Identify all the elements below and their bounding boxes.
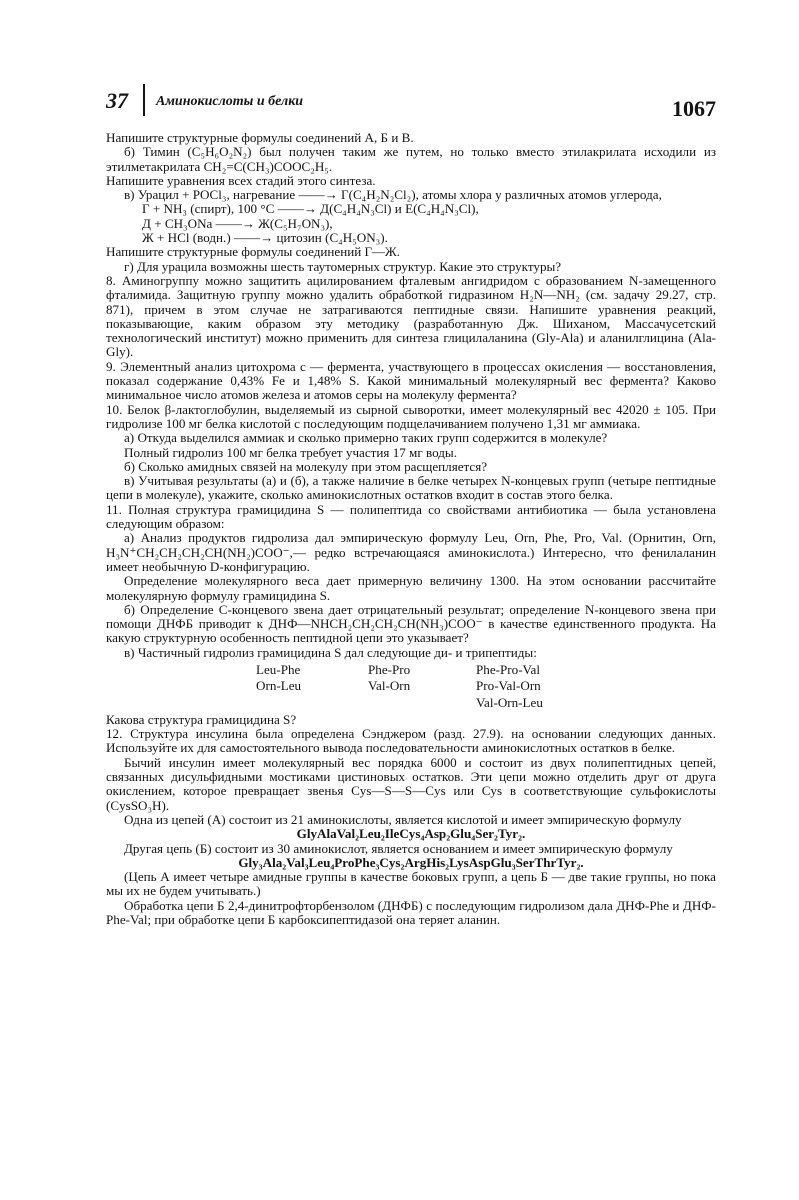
peptide-cell: Phe-Pro-Val [476, 661, 541, 677]
paragraph: б) Сколько амидных связей на молекулу при этом расщепляется? [124, 458, 488, 474]
paragraph: Полный гидролиз 100 мг белка требует участия 17 мг воды. [124, 444, 457, 460]
problem-9: 9. Элементный анализ цитохрома с — фермента, участвующего в процессах окисления — восстановления, показал содержание 0,43% Fe и 1,48% S. Какой минимальный молекулярный вес фермента? Каково минимальное число атомов железа и атомов серы на молекулу фермента? [106, 358, 716, 403]
peptide-cell [256, 696, 368, 710]
paragraph: в) Частичный гидролиз грамицидина S дал следующие ди- и трипептиды: [124, 644, 537, 660]
page-number: 1067 [672, 96, 716, 121]
problem-10: 10. Белок β-лактоглобулин, выделяемый из сырной сыворотки, имеет молекулярный вес 42020 ± 105. При гидролизе 100 мг белка кислотой с последующим подщелачиванием получено 1,31 мг аммиака. [106, 401, 716, 431]
reaction-line: Г + NH₃ (спирт), 100 °C ——→ Д(C₄H₄N₃Cl) и Е(C₄H₄N₃Cl), [142, 201, 479, 217]
page-header [106, 84, 716, 124]
peptide-cell [368, 696, 476, 710]
paragraph: Другая цепь (Б) состоит из 30 аминокислот, является основанием и имеет эмпирическую формулу [124, 840, 673, 856]
peptide-cell: Orn-Leu [256, 678, 302, 694]
paragraph: Определение молекулярного веса дает примерную величину 1300. На этом основании рассчитайте молекулярную формулу грамицидина S. [106, 573, 716, 603]
peptide-cell: Phe-Pro [368, 661, 411, 677]
page-body [106, 131, 716, 927]
chapter-number: 37 [106, 88, 128, 113]
paragraph: Напишите уравнения всех стадий этого синтеза. [106, 172, 376, 188]
paragraph: г) Для урацила возможны шесть таутомерных структур. Какие это структуры? [124, 258, 562, 274]
peptide-cell: Leu-Phe [256, 661, 301, 677]
peptide-cell: Pro-Val-Orn [476, 678, 541, 694]
paragraph: Обработка цепи Б 2,4-динитрофторбензолом (ДНФБ) с последующим гидролизом дала ДНФ-Phe и ДНФ-Phe-Val; при обработке цепи Б карбоксипептидазой она теряет аланин. [106, 897, 716, 928]
problem-8: 8. Аминогруппу можно защитить ацилированием фталевым ангидридом с образованием N-замещенного фталимида. Защитную группу можно удалить обработкой гидразином H₂N—NH₂ (см. задачу 29.27, стр. 871), причем в этом случае не затрагиваются пептидные связи. Напишите уравнения реакций, показывающие, каким образом эту методику (разработанную Дж. Шиханом, Массачусетский технологический институт) можно применить для синтеза глицилаланина (Gly-Ala) и аланилглицина (Ala-Gly). [106, 272, 716, 360]
formula-chain-b: Gly₃Ala₂Val₃Leu₄ProPhe₃Cys₂ArgHis₂LysAspGlu₃SerThrTyr₂. [238, 854, 584, 870]
peptide-table [256, 663, 716, 710]
paragraph: б) Определение C-концевого звена дает отрицательный результат; определение N-концевого звена при помощи ДНФБ приводит к ДНФ—NHCH₂CH₂CH₂CH(NH₃)COO⁻ в качестве единственного продукта. На какую структурную особенность пептидной цепи это указывает? [106, 601, 716, 646]
paragraph: Напишите структурные формулы соединений Г—Ж. [106, 244, 400, 260]
paragraph: (Цепь А имеет четыре амидные группы в качестве боковых групп, а цепь Б — две такие группы, но пока мы их не будем учитывать.) [106, 869, 716, 899]
chapter-title: Аминокислоты и белки [156, 94, 304, 109]
formula-chain-a: GlyAlaVal₂Leu₂IleCys₄Asp₂Glu₄Ser₂Tyr₂. [296, 826, 526, 842]
paragraph: а) Анализ продуктов гидролиза дал эмпирическую формулу Leu, Orn, Phe, Pro, Val. (Орнитин, Orn, H₃N⁺CH₂CH₂CH₂CH(NH₂)COO⁻,— редко встречающаяся аминокислота.) Интересно, что фенилаланин имеет необычную D-конфигурацию. [106, 530, 716, 574]
paragraph: Бычий инсулин имеет молекулярный вес порядка 6000 и состоит из двух полипептидных цепей, связанных дисульфидными мостиками цистиновых остатков. Эти цепи можно отделить друг от друга окислением, которое превращает звенья Cys—S—S—Cys или Cys в соответствующие сульфокислоты (CysSO₃H). [106, 754, 716, 813]
paragraph: в) Учитывая результаты (а) и (б), а также наличие в белке четырех N-концевых групп (четыре пептидные цепи в молекуле), укажите, сколько аминокислотных остатков входит в состав этого белка. [106, 473, 716, 503]
reaction-line: Ж + HCl (водн.) ——→ цитозин (C₄H₅ON₃). [142, 230, 388, 246]
paragraph: а) Откуда выделился аммиак и сколько примерно таких групп содержится в молекуле? [124, 430, 608, 446]
reaction-line: Д + CH₃ONa ——→ Ж(C₅H₇ON₃), [142, 215, 333, 231]
problem-11: 11. Полная структура грамицидина S — полипептида со свойствами антибиотика — была установлена следующим образом: [106, 501, 716, 532]
peptide-cell: Val-Orn [368, 678, 411, 694]
peptide-cell: Val-Orn-Leu [476, 694, 543, 710]
header-divider [143, 84, 145, 116]
paragraph: Какова структура грамицидина S? [106, 711, 297, 727]
paragraph: Одна из цепей (А) состоит из 21 аминокислоты, является кислотой и имеет эмпирическую формулу [124, 811, 682, 827]
paragraph: в) Урацил + POCl₃, нагревание ——→ Г(C₄H₂N₂Cl₂), атомы хлора у различных атомов углерода, [124, 187, 662, 203]
paragraph: б) Тимин (C₅H₆O₂N₂) был получен таким же путем, но только вместо этилакрилата исходили из этилметакрилата CH₂=C(CH₃)COOC₂H₅. [106, 144, 716, 174]
paragraph: Напишите структурные формулы соединений А, Б и В. [106, 130, 414, 145]
problem-12: 12. Структура инсулина была определена Сэнджером (разд. 27.9). на основании следующих данных. Используйте их для самостоятельного вывода последовательности аминокислотных остатков в белке. [106, 726, 716, 756]
